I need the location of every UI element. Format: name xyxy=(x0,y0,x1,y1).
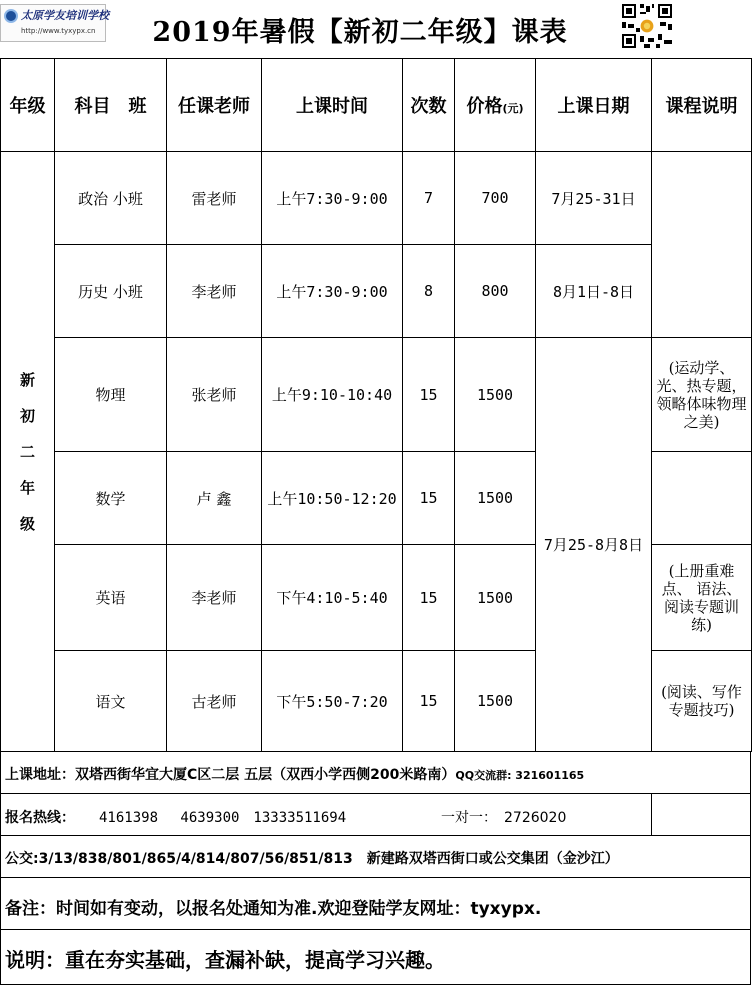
teacher-cell: 卢 鑫 xyxy=(167,452,262,545)
count-cell: 15 xyxy=(403,338,455,452)
logo-emblem-icon xyxy=(4,9,18,23)
grade-char: 新 xyxy=(19,370,35,389)
table-row xyxy=(1,245,752,338)
count-cell: 15 xyxy=(403,452,455,545)
note-cell: (阅读、写作专题技巧) xyxy=(652,651,752,752)
one-on-one-text: 一对一： 2726020 xyxy=(441,810,567,826)
grade-char: 二 xyxy=(19,442,35,461)
bus-row: 公交:3/13/838/801/865/4/814/807/56/851/813 新建路双塔西街口或公交集团（金沙江） xyxy=(0,836,751,878)
teacher-cell: 张老师 xyxy=(167,338,262,452)
col-teacher: 任课老师 xyxy=(167,59,262,152)
remark-row: 备注：时间如有变动，以报名处通知为准.欢迎登陆学友网址：tyxypx. xyxy=(0,878,751,930)
count-cell: 7 xyxy=(403,152,455,245)
price-cell: 800 xyxy=(455,245,536,338)
price-cell: 1500 xyxy=(455,651,536,752)
teacher-cell: 古老师 xyxy=(167,651,262,752)
time-cell: 下午5:50-7:20 xyxy=(262,651,403,752)
price-cell: 700 xyxy=(455,152,536,245)
teacher-cell: 李老师 xyxy=(167,545,262,651)
statement-row: 说明：重在夯实基础，查漏补缺，提高学习兴趣。 xyxy=(0,930,751,985)
subject-cell: 历史 小班 xyxy=(55,245,167,338)
time-cell: 上午7:30-9:00 xyxy=(262,245,403,338)
hotline-label: 报名热线： xyxy=(5,810,75,826)
time-cell: 下午4:10-5:40 xyxy=(262,545,403,651)
schedule-table xyxy=(0,58,752,752)
time-cell: 上午10:50-12:20 xyxy=(262,452,403,545)
time-cell: 上午7:30-9:00 xyxy=(262,152,403,245)
qq-group-text: QQ交流群: 321601165 xyxy=(455,769,585,782)
teacher-cell: 雷老师 xyxy=(167,152,262,245)
count-cell: 15 xyxy=(403,545,455,651)
col-price xyxy=(455,59,536,152)
subject-cell: 物理 xyxy=(55,338,167,452)
time-cell: 上午9:10-10:40 xyxy=(262,338,403,452)
table-row xyxy=(1,152,752,245)
grade-cell xyxy=(1,152,55,752)
subject-cell: 语文 xyxy=(55,651,167,752)
row-divider xyxy=(651,794,652,835)
col-subject: 科目 班 xyxy=(55,59,167,152)
col-price-unit: (元) xyxy=(502,102,524,115)
logo-school-name: 太原学友培训学校 xyxy=(21,9,109,22)
col-time: 上课时间 xyxy=(262,59,403,152)
subject-cell: 数学 xyxy=(55,452,167,545)
header-row xyxy=(1,59,752,152)
grade-char: 初 xyxy=(19,406,35,425)
note-cell xyxy=(652,452,752,545)
qr-code-icon xyxy=(620,2,674,50)
col-grade: 年级 xyxy=(1,59,55,152)
logo-url: http://www.tyxypx.cn xyxy=(21,27,96,35)
teacher-cell: 李老师 xyxy=(167,245,262,338)
note-cell: (运动学、光、热专题，领略体味物理之美) xyxy=(652,338,752,452)
count-cell: 15 xyxy=(403,651,455,752)
hotline-row xyxy=(0,794,751,836)
grade-char: 年 xyxy=(19,478,35,497)
date-cell: 7月25-8月8日 xyxy=(536,338,652,752)
school-logo xyxy=(0,4,109,42)
subject-cell: 英语 xyxy=(55,545,167,651)
table-row xyxy=(1,338,752,452)
subject-cell: 政治 小班 xyxy=(55,152,167,245)
hotline-numbers: 4161398 4639300 13333511694 xyxy=(99,810,347,826)
date-cell: 8月1日-8日 xyxy=(536,245,652,338)
price-cell: 1500 xyxy=(455,452,536,545)
address-row xyxy=(0,752,751,794)
col-price-label: 价格 xyxy=(466,96,503,117)
note-cell: (上册重难点、 语法、阅读专题训练) xyxy=(652,545,752,651)
grade-char: 级 xyxy=(19,514,35,533)
address-text: 上课地址：双塔西街华宜大厦C区二层 五层（双西小学西侧200米路南） xyxy=(5,767,456,783)
count-cell: 8 xyxy=(403,245,455,338)
note-cell xyxy=(652,152,752,338)
col-count: 次数 xyxy=(403,59,455,152)
col-date: 上课日期 xyxy=(536,59,652,152)
page-title: 2019年暑假【新初二年级】课表 xyxy=(152,17,568,48)
price-cell: 1500 xyxy=(455,545,536,651)
price-cell: 1500 xyxy=(455,338,536,452)
col-notes: 课程说明 xyxy=(652,59,752,152)
date-cell: 7月25-31日 xyxy=(536,152,652,245)
